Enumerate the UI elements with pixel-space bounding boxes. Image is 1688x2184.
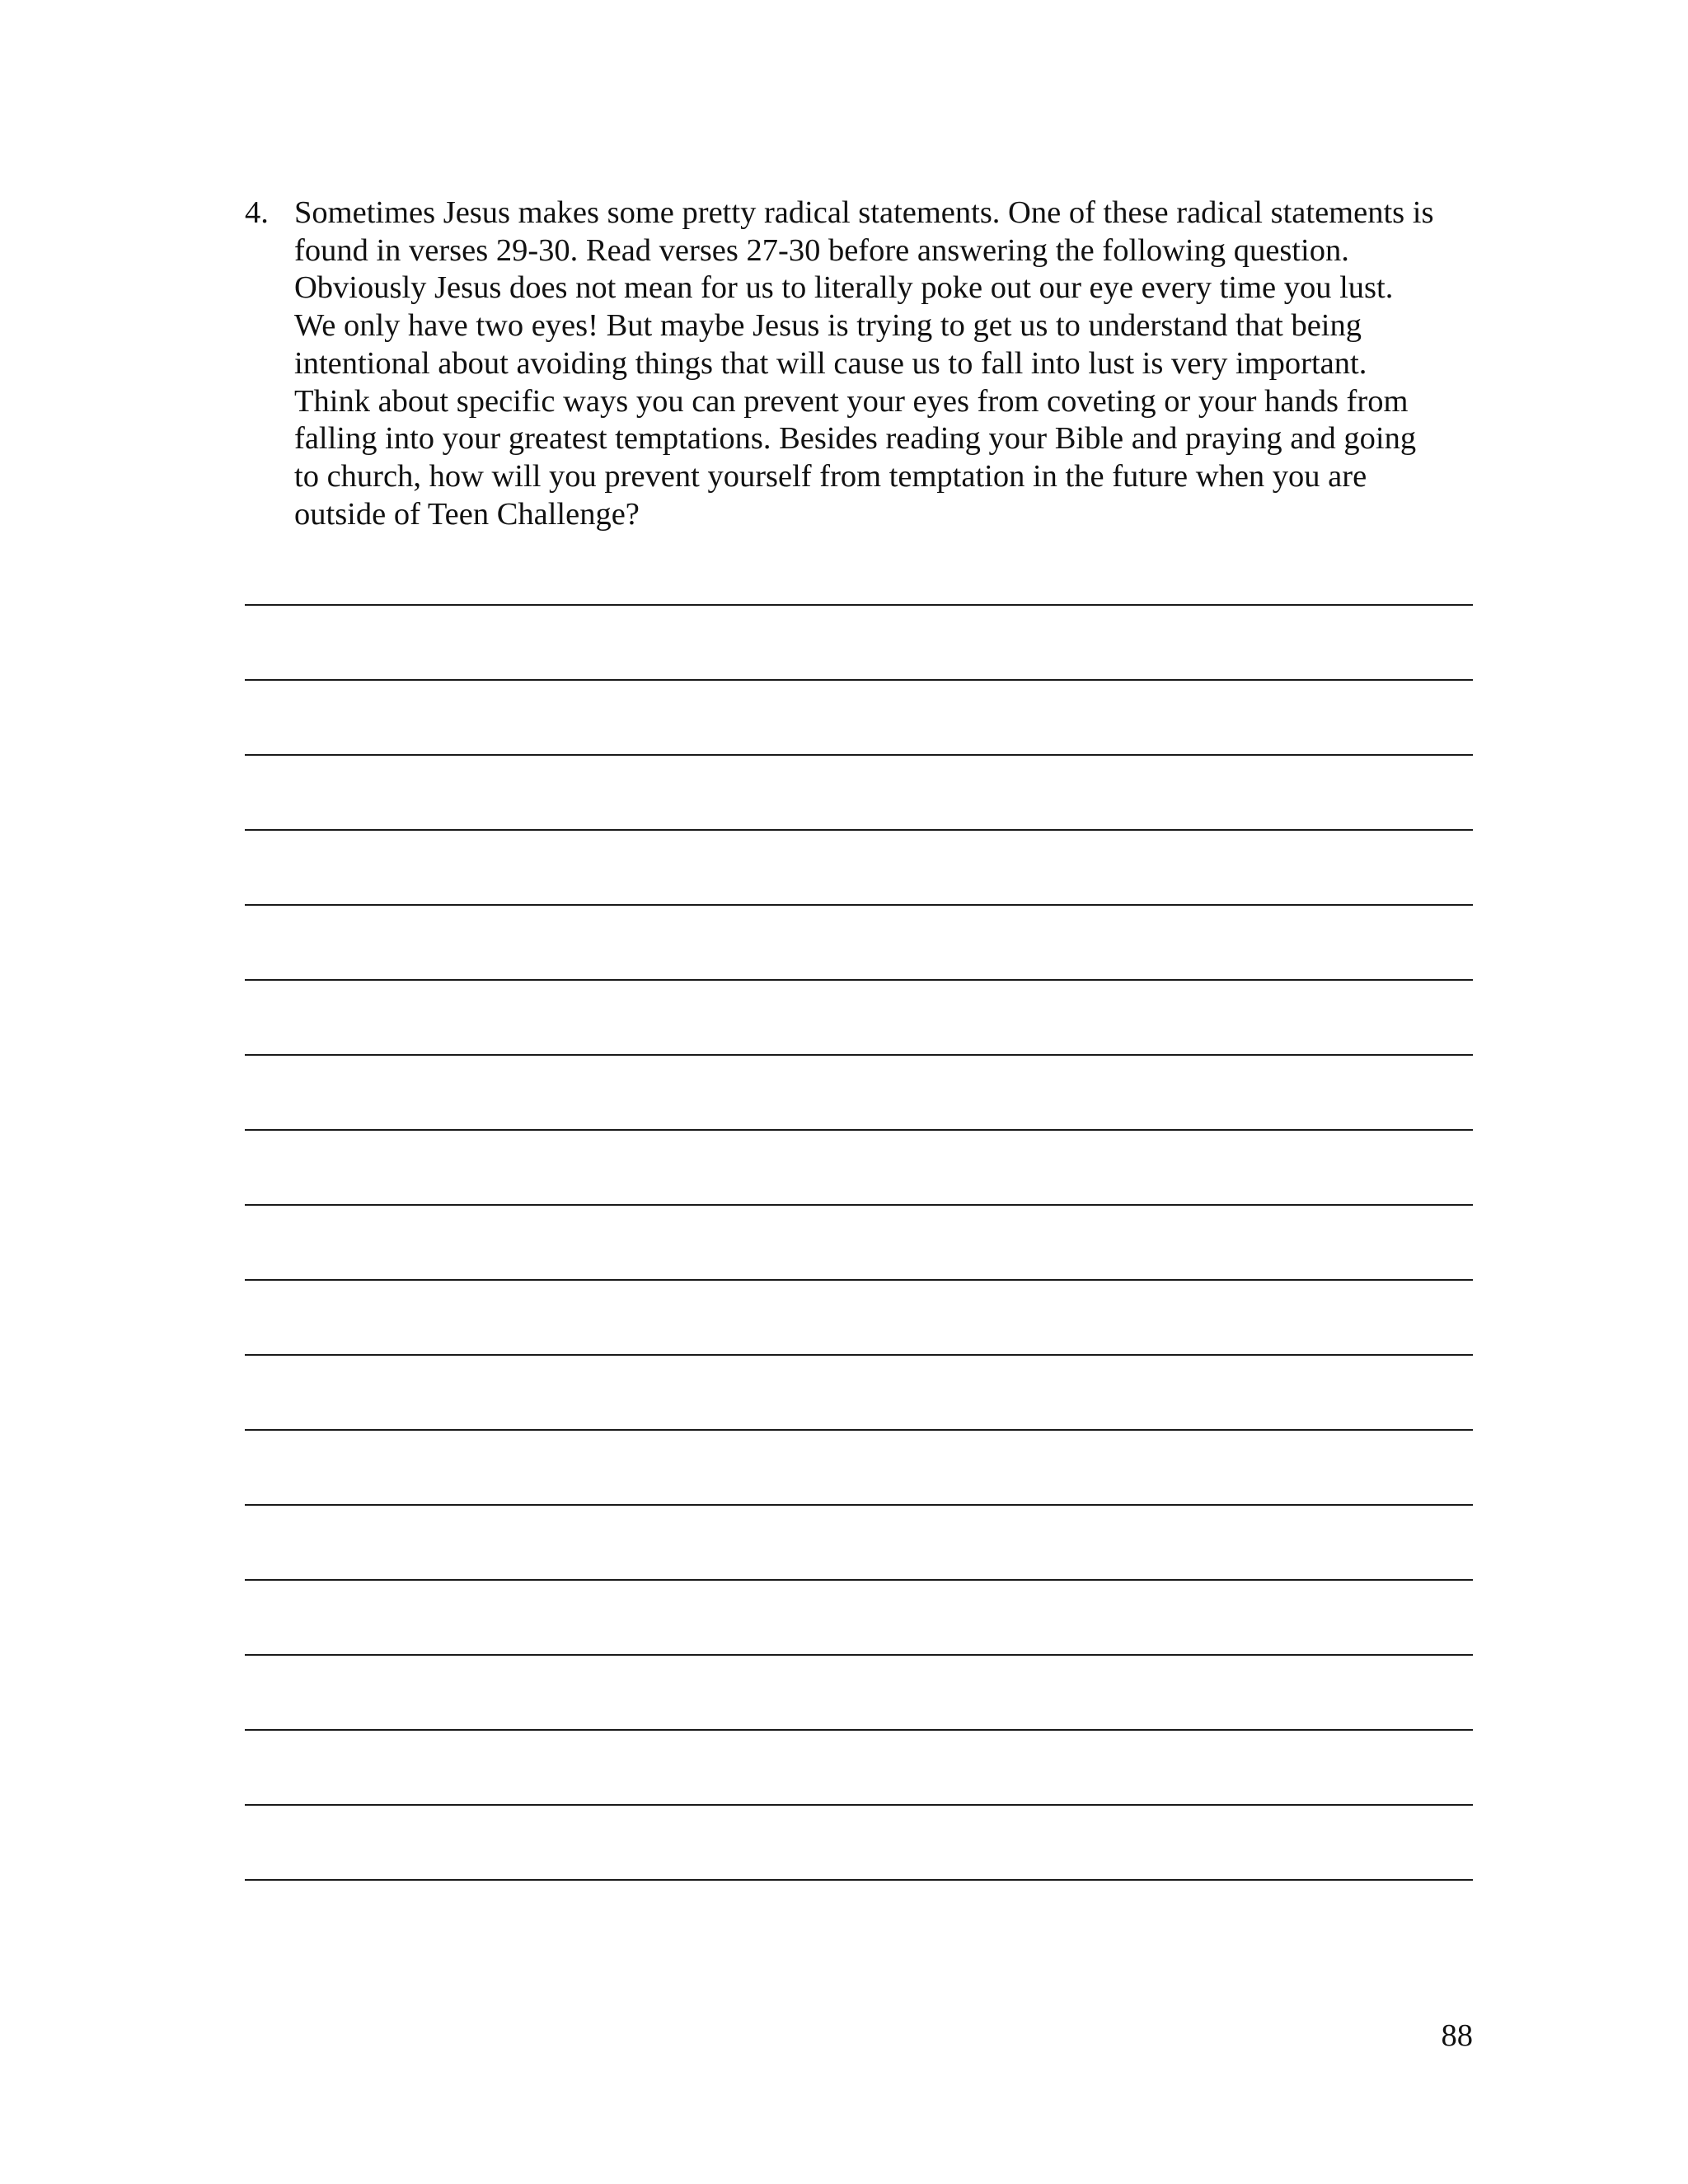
answer-line <box>245 679 1473 681</box>
question-text-line: to church, how will you prevent yourself from temptation in the future when you are <box>294 458 1367 494</box>
answer-line <box>245 1504 1473 1506</box>
answer-line <box>245 1879 1473 1881</box>
page-number: 88 <box>1441 2018 1473 2053</box>
answer-line <box>245 979 1473 981</box>
answer-line <box>245 1054 1473 1056</box>
answer-line <box>245 1729 1473 1731</box>
answer-writing-area <box>245 0 1473 2184</box>
answer-line <box>245 829 1473 831</box>
answer-line <box>245 1129 1473 1131</box>
answer-line <box>245 904 1473 906</box>
question-text-line: We only have two eyes! But maybe Jesus is trying to get us to understand that being <box>294 308 1362 344</box>
question-text-line: found in verses 29-30. Read verses 27-30 before answering the following question. <box>294 232 1349 268</box>
question-number: 4. <box>245 195 269 230</box>
answer-line <box>245 1429 1473 1431</box>
answer-line <box>245 1204 1473 1206</box>
answer-line <box>245 604 1473 606</box>
answer-line <box>245 1579 1473 1581</box>
question-text-line: Think about specific ways you can prevent your eyes from coveting or your hands from <box>294 383 1409 419</box>
question-text-line: intentional about avoiding things that will cause us to fall into lust is very important. <box>294 345 1367 381</box>
answer-line <box>245 1804 1473 1806</box>
answer-line <box>245 754 1473 756</box>
answer-line <box>245 1279 1473 1281</box>
answer-line <box>245 1354 1473 1356</box>
answer-line <box>245 1654 1473 1656</box>
question-text-line: Obviously Jesus does not mean for us to literally poke out our eye every time you lust. <box>294 270 1394 306</box>
question-text-line: outside of Teen Challenge? <box>294 496 640 532</box>
question-text-line: Sometimes Jesus makes some pretty radical statements. One of these radical statements is <box>294 195 1434 230</box>
question-text-line: falling into your greatest temptations. Besides reading your Bible and praying and going <box>294 421 1417 457</box>
